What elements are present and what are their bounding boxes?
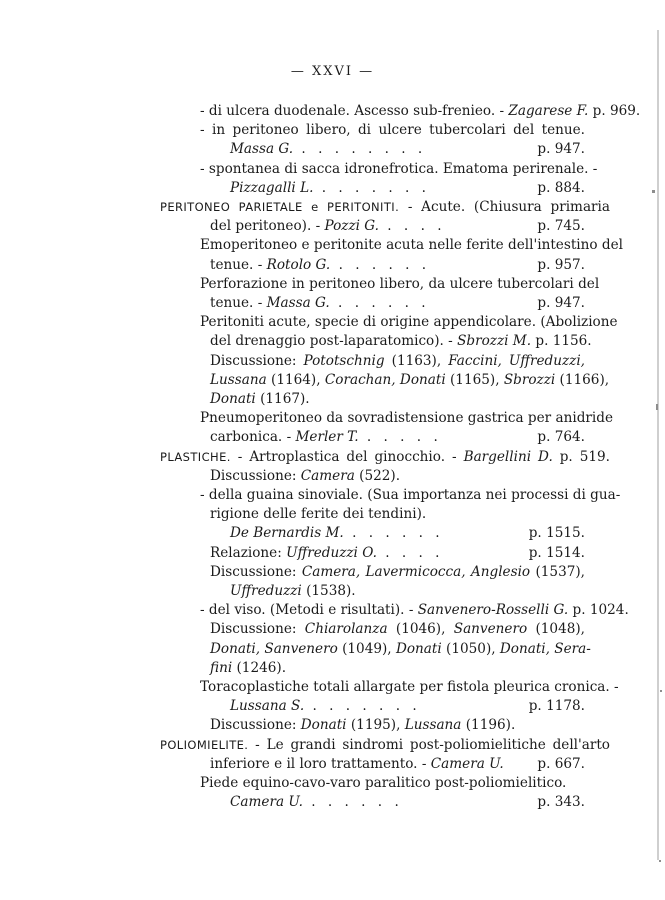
dot-leader: . . . . . . [330,256,431,273]
dot-leader: . . . . . . . [304,698,421,715]
page-reference: p. 947. [537,295,585,311]
index-line [200,774,585,793]
index-line [210,659,585,678]
entry-text: rigione delle ferite dei tendini). [210,506,427,523]
entry-text: Peritoniti acute, specie di origine appendicolare. (Abolizione [200,314,618,331]
scan-edge [657,30,659,860]
entry-text: (1195), [346,717,405,734]
author-name: Sbrozzi M. [457,333,532,350]
entry-text: (1167). [255,391,310,407]
index-line [210,563,585,582]
dot-leader: . . . . [378,218,446,235]
index-line [210,640,591,659]
entry-text: Discussione: [210,621,305,638]
page-reference: p. 1178. [528,698,585,715]
index-line [200,160,598,179]
entry-text: - di ulcera duodenale. Ascesso sub-frenieo. - [200,103,509,119]
page-reference: p. 764. [537,429,585,446]
author-name: Camera U. [430,755,504,772]
entry-text: Discussione: [210,467,301,484]
entry-text: - Le grandi sindromi post-poliomielitiche dell'arto [248,736,610,753]
author-name: Sanvenero-Rosselli G. [417,602,569,619]
entry-text: Emoperitoneo e peritonite acuta nelle ferite dell'intestino del [200,237,623,254]
entry-text: (1046), [387,621,454,638]
index-line [200,275,600,294]
index-line [200,601,629,620]
page-reference: p. 1515. [528,525,585,542]
author-name: Merler T. [295,429,359,446]
dot-leader: . . . . . . [343,525,444,542]
index-line [200,236,623,255]
entry-text: p. 969. [588,103,641,119]
author-name: Camera [300,467,355,484]
page-reference: p. 667. [537,755,585,772]
author-name: Donati [210,391,256,407]
author-name: Zagarese F. [508,103,589,119]
scan-speck [659,860,661,862]
entry-text: (1049), [337,640,396,657]
author-name: Donati, Sera- [499,640,591,657]
index-line [210,716,585,735]
author-name: Rotolo G. [266,256,331,273]
dot-leader: . . . . . . . [313,179,430,196]
entry-text: (1246). [232,659,287,676]
entry-text: (1538). [301,583,356,599]
author-name: Lussana [210,371,267,388]
index-line [230,179,585,198]
index-line [200,409,614,428]
author-name: Pizzagalli L. [230,179,314,196]
index-line [160,736,610,755]
page-reference: p. 745. [537,218,585,235]
section-heading: PERITONEO PARIETALE e PERITONITI. [160,200,400,214]
entry-text: (522). [354,467,401,484]
dot-leader: . . . . . . [302,794,403,811]
index-line [210,371,610,390]
author-name: Sbrozzi [503,371,556,388]
author-name: Massa G. [230,141,294,158]
author-name: Donati [300,717,347,734]
index-line [230,582,585,601]
entry-text: carbonica. - [210,429,296,446]
index-line [210,755,585,774]
dot-leader: . . . . [376,544,444,561]
entry-text: Pneumoperitoneo da sovradistensione gastrica per anidride [200,410,614,427]
index-line [200,102,641,121]
index-line [210,256,585,275]
author-name: Camera, Lavermicocca, Anglesio [301,563,531,580]
index-line [230,793,585,812]
author-name: Uffreduzzi [230,583,302,599]
entry-text: (1164), [266,371,325,388]
author-name: fini [210,659,233,676]
entry-text: Discussione: [210,352,304,369]
entry-text: Discussione: [210,563,302,580]
index-line [200,313,618,332]
page-number: — XXVI — [290,64,375,79]
entry-text: Discussione: [210,717,301,734]
index-line [230,524,585,543]
page-reference: p. 884. [537,179,585,196]
entry-text: del drenaggio post-laparatomico). - [210,333,458,350]
index-line [210,352,585,371]
entry-text: p. 1024. [568,602,629,619]
page-reference: p. 343. [537,794,585,811]
index-line [230,697,585,716]
entry-text: (1165), [445,371,504,388]
entry-text: (1196). [461,717,516,734]
entry-text: Toracoplastiche totali allargate per fistola pleurica cronica. - [200,679,619,695]
entry-text: Relazione: [210,544,287,561]
author-name: Faccini, Uffreduzzi, [448,352,586,369]
author-name: Pozzi G. [324,218,379,235]
entry-text: tenue. - [210,256,267,273]
scan-speck [652,190,655,193]
entry-text: (1050), [441,640,500,657]
page-reference: p. 957. [537,256,585,273]
author-name: Sanvenero [453,621,528,638]
author-name: De Bernardis M. [230,525,344,542]
author-name: Massa G. [266,295,330,311]
entry-text: (1537), [530,563,585,580]
entry-text: del peritoneo). - [210,218,325,235]
entry-text: - in peritoneo libero, di ulcere tubercolari del tenue. [200,122,585,139]
scan-speck [660,690,662,692]
author-name: Donati, Sanvenero [210,640,338,657]
index-line [210,390,585,409]
author-name: Pototschnig [303,352,385,369]
page-reference: p. 947. [537,141,585,158]
index-line [210,467,585,486]
author-name: Lussana [404,717,462,734]
index-line [160,198,610,217]
index-line [210,620,585,639]
entry-text: - Acute. (Chiusura primaria [399,199,610,215]
index-line [160,448,610,467]
index-line [210,544,585,563]
page-reference: p. 1514. [528,544,585,561]
dot-leader: . . . . . . [329,295,430,311]
entry-text: - Artroplastica del ginocchio. - [230,448,464,465]
entry-text: (1048), [527,621,585,638]
index-line [210,428,585,447]
entry-text: inferiore e il loro trattamento. - [210,755,431,772]
section-heading: POLIOMIELITE. [160,737,249,752]
entry-text: Perforazione in peritoneo libero, da ulcere tubercolari del [200,275,600,292]
entry-text: (1166), [555,371,610,388]
entry-text: Piede equino-cavo-varo paralitico post-poliomielitico. [200,775,567,791]
author-name: Lussana S. [230,698,305,715]
author-name: Donati [395,640,442,657]
entry-text: p. 519. [552,448,610,465]
entry-text: p. 1156. [531,333,592,350]
dot-leader: . . . . . [358,429,442,446]
author-name: Camera U. [230,794,303,811]
index-line [210,294,585,313]
dot-leader: . . . . . . . . [293,141,427,158]
index-line [230,140,585,159]
entry-text: (1163), [384,352,449,369]
index-line [200,121,585,140]
index-line [210,505,585,524]
entry-text: - spontanea di sacca idronefrotica. Ematoma perirenale. - [200,160,598,177]
author-name: Bargellini D. [463,448,553,465]
index-line [210,332,592,351]
entry-text: - della guaina sinoviale. (Sua importanza nei processi di gua- [200,487,621,503]
author-name: Uffreduzzi O. [286,544,377,561]
section-heading: PLASTICHE. [160,449,231,464]
author-name: Chiarolanza [304,621,388,638]
index-line [200,486,621,505]
scan-speck [656,404,658,410]
entry-text: - del viso. (Metodi e risultati). - [200,602,418,619]
author-name: Corachan, Donati [324,371,446,388]
entry-text: tenue. - [210,295,267,311]
index-line [200,678,619,697]
index-line [210,217,585,236]
